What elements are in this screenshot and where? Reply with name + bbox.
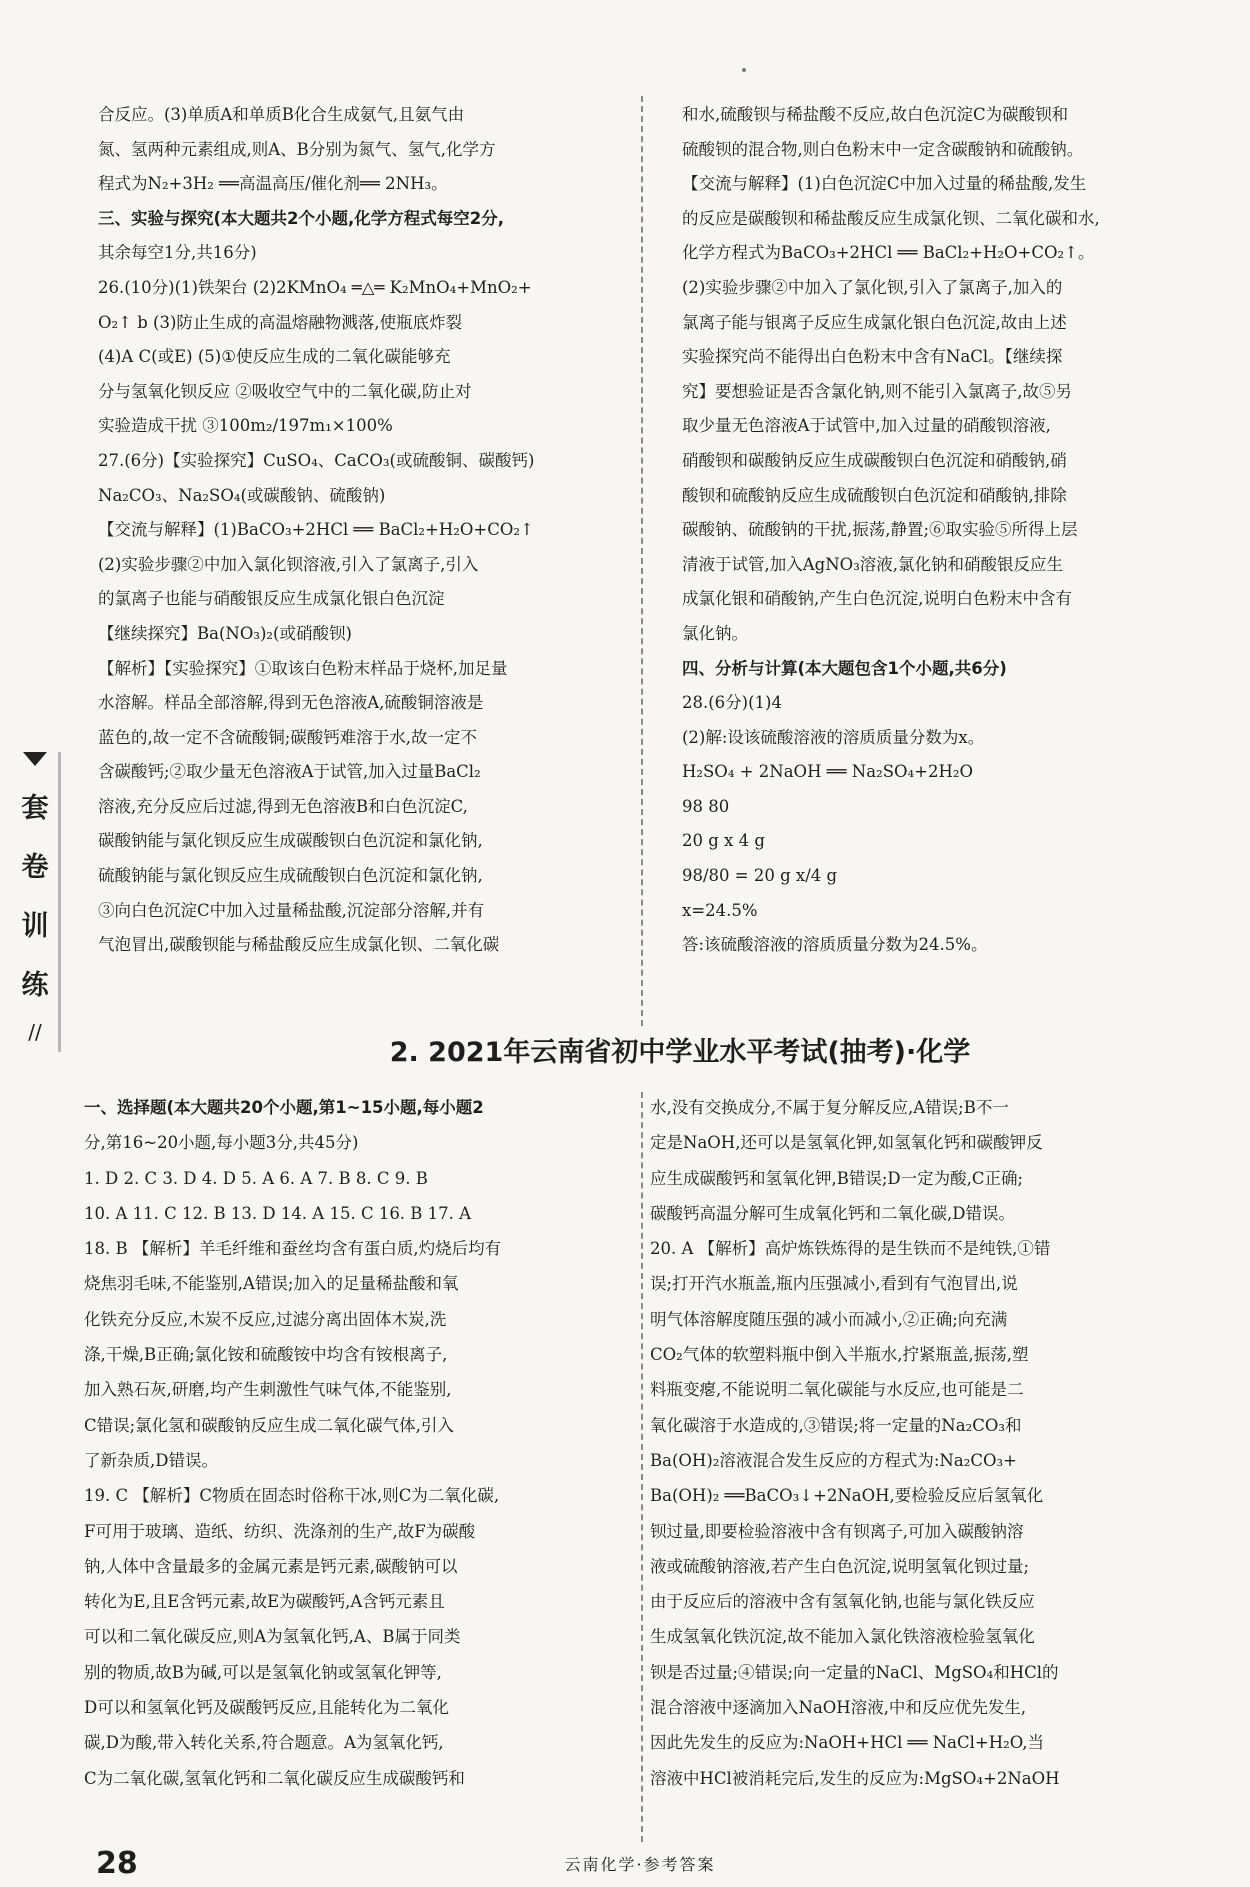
text-line: 定是NaOH,还可以是氢氧化钾,如氢氧化钙和碳酸钾反: [650, 1133, 1043, 1153]
text-line: (2)实验步骤②中加入了氯化钡,引入了氯离子,加入的: [682, 277, 1063, 297]
text-line: 98/80 = 20 g x/4 g: [682, 866, 838, 886]
text-line: 【交流与解释】(1)BaCO₃+2HCl ══ BaCl₂+H₂O+CO₂↑: [98, 520, 534, 540]
text-line: 实验探究尚不能得出白色粉末中含有NaCl。【继续探: [682, 347, 1063, 367]
page-number: 28: [96, 1846, 138, 1881]
text-line: (2)实验步骤②中加入氯化钡溶液,引入了氯离子,引入: [98, 554, 479, 574]
text-line: 硫酸钡的混合物,则白色粉末中一定含碳酸钠和硫酸钠。: [682, 139, 1084, 159]
text-line: 10. A 11. C 12. B 13. D 14. A 15. C 16. B 17. A: [84, 1203, 472, 1223]
side-tab-char: 卷: [21, 852, 49, 883]
text-line: 钡过量,即要检验溶液中含有钡离子,可加入碳酸钠溶: [650, 1521, 1024, 1541]
text-line: 酸钡和硫酸钠反应生成硫酸钡白色沉淀和硝酸钠,排除: [682, 485, 1067, 505]
scan-dot: [742, 68, 746, 72]
text-line: 含碳酸钙;②取少量无色溶液A于试管,加入过量BaCl₂: [98, 762, 481, 782]
text-line: C错误;氯化氢和碳酸钠反应生成二氧化碳气体,引入: [84, 1415, 454, 1435]
text-line: 究】要想验证是否含氯化钠,则不能引入氯离子,故⑤另: [682, 381, 1072, 401]
text-line: C为二氧化碳,氢氧化钙和二氧化碳反应生成碳酸钙和: [84, 1768, 465, 1788]
left-column-bottom: [84, 1090, 624, 1796]
text-line: 因此先发生的反应为:NaOH+HCl ══ NaCl+H₂O,当: [650, 1733, 1045, 1753]
text-line: 清液于试管,加入AgNO₃溶液,氯化钠和硝酸银反应生: [682, 554, 1064, 574]
text-line: 误;打开汽水瓶盖,瓶内压强减小,看到有气泡冒出,说: [650, 1274, 1018, 1294]
text-line: O₂↑ b (3)防止生成的高温熔融物溅落,使瓶底炸裂: [98, 312, 463, 332]
text-line: (2)解:设该硫酸溶液的溶质质量分数为x。: [682, 727, 985, 747]
text-line: 涤,干燥,B正确;氯化铵和硫酸铵中均含有铵根离子,: [84, 1345, 448, 1365]
text-line: 28.(6分)(1)4: [682, 693, 782, 713]
text-line: 实验造成干扰 ③100m₂/197m₁×100%: [98, 416, 393, 436]
text-line: 了新杂质,D错误。: [84, 1450, 218, 1470]
text-line: 蓝色的,故一定不含硫酸铜;碳酸钙难溶于水,故一定不: [98, 727, 478, 747]
text-line: 答:该硫酸溶液的溶质质量分数为24.5%。: [682, 935, 988, 955]
text-line: 18. B 【解析】羊毛纤维和蚕丝均含有蛋白质,灼烧后均有: [84, 1239, 502, 1259]
text-line: 硫酸钠能与氯化钡反应生成硫酸钡白色沉淀和氯化钠,: [98, 866, 483, 886]
text-line: 26.(10分)(1)铁架台 (2)2KMnO₄ ═△═ K₂MnO₄+MnO₂+: [98, 277, 532, 297]
text-line: 三、实验与探究(本大题共2个小题,化学方程式每空2分,: [98, 208, 505, 228]
text-line: 20 g x 4 g: [682, 831, 765, 851]
text-line: 钡是否过量;④错误;向一定量的NaCl、MgSO₄和HCl的: [650, 1662, 1059, 1682]
text-line: H₂SO₄ + 2NaOH ══ Na₂SO₄+2H₂O: [682, 762, 973, 782]
column-divider: [641, 96, 643, 1026]
text-line: 碳酸钠能与氯化钡反应生成碳酸钡白色沉淀和氯化钠,: [98, 831, 483, 851]
side-tab-char: 练: [21, 970, 49, 1001]
text-line: Ba(OH)₂ ══BaCO₃↓+2NaOH,要检验反应后氢氧化: [650, 1486, 1044, 1506]
text-line: 【继续探究】Ba(NO₃)₂(或硝酸钡): [98, 623, 352, 643]
section-title: 2. 2021年云南省初中学业水平考试(抽考)·化学: [389, 1037, 971, 1068]
text-line: 一、选择题(本大题共20个小题,第1~15小题,每小题2: [84, 1098, 484, 1117]
text-line: 加入熟石灰,研磨,均产生刺激性气味气体,不能鉴别,: [84, 1380, 452, 1400]
text-line: 化学方程式为BaCO₃+2HCl ══ BaCl₂+H₂O+CO₂↑。: [682, 243, 1095, 263]
text-line: 其余每空1分,共16分): [98, 243, 257, 263]
text-line: 成氯化银和硝酸钠,产生白色沉淀,说明白色粉末中含有: [682, 589, 1072, 609]
text-line: D可以和氢氧化钙及碳酸钙反应,且能转化为二氧化: [84, 1698, 449, 1718]
double-slash-icon: //: [28, 1020, 42, 1044]
text-line: 转化为E,且E含钙元素,故E为碳酸钙,A含钙元素且: [84, 1592, 445, 1612]
text-line: F可用于玻璃、造纸、纺织、洗涤剂的生产,故F为碳酸: [84, 1521, 476, 1541]
text-line: 碳,D为酸,带入转化关系,符合题意。A为氢氧化钙,: [84, 1733, 444, 1753]
text-line: Na₂CO₃、Na₂SO₄(或碳酸钠、硫酸钠): [98, 485, 386, 505]
text-line: 程式为N₂+3H₂ ══高温高压/催化剂══ 2NH₃。: [98, 174, 448, 194]
text-line: 氮、氢两种元素组成,则A、B分别为氮气、氢气,化学方: [98, 139, 496, 159]
column-divider: [641, 1092, 643, 1842]
text-line: 混合溶液中逐滴加入NaOH溶液,中和反应优先发生,: [650, 1698, 1027, 1718]
text-line: 料瓶变瘪,不能说明二氧化碳能与水反应,也可能是二: [650, 1380, 1024, 1400]
text-line: 水溶解。样品全部溶解,得到无色溶液A,硫酸铜溶液是: [98, 693, 484, 713]
right-column-bottom: [650, 1090, 1190, 1796]
text-line: 气泡冒出,碳酸钡能与稀盐酸反应生成氯化钡、二氧化碳: [98, 935, 500, 955]
text-line: 碳酸钠、硫酸钠的干扰,振荡,静置;⑥取实验⑤所得上层: [682, 520, 1078, 540]
text-line: 19. C 【解析】C物质在固态时俗称干冰,则C为二氧化碳,: [84, 1486, 500, 1506]
text-line: 【交流与解释】(1)白色沉淀C中加入过量的稀盐酸,发生: [682, 174, 1087, 194]
text-line: 液或硫酸钠溶液,若产生白色沉淀,说明氢氧化钡过量;: [650, 1556, 1030, 1576]
text-line: 水,没有交换成分,不属于复分解反应,A错误;B不一: [650, 1098, 1009, 1117]
text-line: 化铁充分反应,木炭不反应,过滤分离出固体木炭,洗: [84, 1309, 447, 1329]
text-line: 钠,人体中含量最多的金属元素是钙元素,碳酸钠可以: [84, 1556, 458, 1576]
text-line: 生成氢氧化铁沉淀,故不能加入氯化铁溶液检验氢氧化: [650, 1627, 1035, 1647]
footer-label: 云南化学·参考答案: [564, 1855, 716, 1874]
text-line: 应生成碳酸钙和氢氧化钾,B错误;D一定为酸,C正确;: [650, 1168, 1024, 1188]
text-line: 1. D 2. C 3. D 4. D 5. A 6. A 7. B 8. C 9. B: [84, 1168, 428, 1188]
text-line: 的反应是碳酸钡和稀盐酸反应生成氯化钡、二氧化碳和水,: [682, 208, 1100, 228]
text-line: 硝酸钡和碳酸钠反应生成碳酸钡白色沉淀和硝酸钠,硝: [682, 450, 1067, 470]
text-line: 氯化钠。: [682, 623, 748, 643]
text-line: 合反应。(3)单质A和单质B化合生成氨气,且氨气由: [98, 105, 465, 124]
text-line: 由于反应后的溶液中含有氢氧化钠,也能与氯化铁反应: [650, 1592, 1035, 1612]
text-line: 溶液中HCl被消耗完后,发生的反应为:MgSO₄+2NaOH: [650, 1768, 1060, 1788]
text-line: 分,第16~20小题,每小题3分,共45分): [84, 1133, 359, 1153]
side-tab-char: 训: [21, 911, 49, 942]
text-line: 溶液,充分反应后过滤,得到无色溶液B和白色沉淀C,: [98, 796, 468, 816]
text-line: 氯离子能与银离子反应生成氯化银白色沉淀,故由上述: [682, 312, 1067, 332]
text-line: 明气体溶解度随压强的减小而减小,②正确;向充满: [650, 1309, 1008, 1329]
side-tab: [12, 752, 61, 1052]
text-line: x=24.5%: [682, 900, 758, 920]
side-tab-char: 套: [21, 793, 49, 824]
text-line: 四、分析与计算(本大题包含1个小题,共6分): [682, 658, 1007, 678]
text-line: 27.(6分)【实验探究】CuSO₄、CaCO₃(或硫酸铜、碳酸钙): [98, 450, 535, 470]
text-line: 可以和二氧化碳反应,则A为氢氧化钙,A、B属于同类: [84, 1627, 461, 1647]
text-line: 的氯离子也能与硝酸银反应生成氯化银白色沉淀: [98, 589, 445, 609]
text-line: ③向白色沉淀C中加入过量稀盐酸,沉淀部分溶解,并有: [98, 900, 485, 920]
text-line: 碳酸钙高温分解可生成氧化钙和二氧化碳,D错误。: [650, 1203, 1015, 1223]
text-line: 20. A 【解析】高炉炼铁炼得的是生铁而不是纯铁,①错: [650, 1239, 1051, 1259]
text-line: 烧焦羽毛味,不能鉴别,A错误;加入的足量稀盐酸和氧: [84, 1274, 459, 1294]
text-line: 分与氢氧化钡反应 ②吸收空气中的二氧化碳,防止对: [98, 381, 472, 401]
text-line: 氧化碳溶于水造成的,③错误;将一定量的Na₂CO₃和: [650, 1415, 1022, 1435]
left-column-top: [98, 98, 623, 963]
text-line: 取少量无色溶液A于试管中,加入过量的硝酸钡溶液,: [682, 416, 1051, 436]
right-column-top: [682, 98, 1207, 963]
text-line: Ba(OH)₂溶液混合发生反应的方程式为:Na₂CO₃+: [650, 1450, 1017, 1470]
text-line: (4)A C(或E) (5)①使反应生成的二氧化碳能够充: [98, 347, 451, 367]
text-line: 和水,硫酸钡与稀盐酸不反应,故白色沉淀C为碳酸钡和: [682, 105, 1069, 124]
triangle-icon: [23, 752, 47, 766]
text-line: 【解析】【实验探究】①取该白色粉末样品于烧杯,加足量: [98, 658, 508, 678]
text-line: 98 80: [682, 796, 730, 816]
text-line: 别的物质,故B为碱,可以是氢氧化钠或氢氧化钾等,: [84, 1662, 442, 1682]
text-line: CO₂气体的软塑料瓶中倒入半瓶水,拧紧瓶盖,振荡,塑: [650, 1345, 1029, 1365]
